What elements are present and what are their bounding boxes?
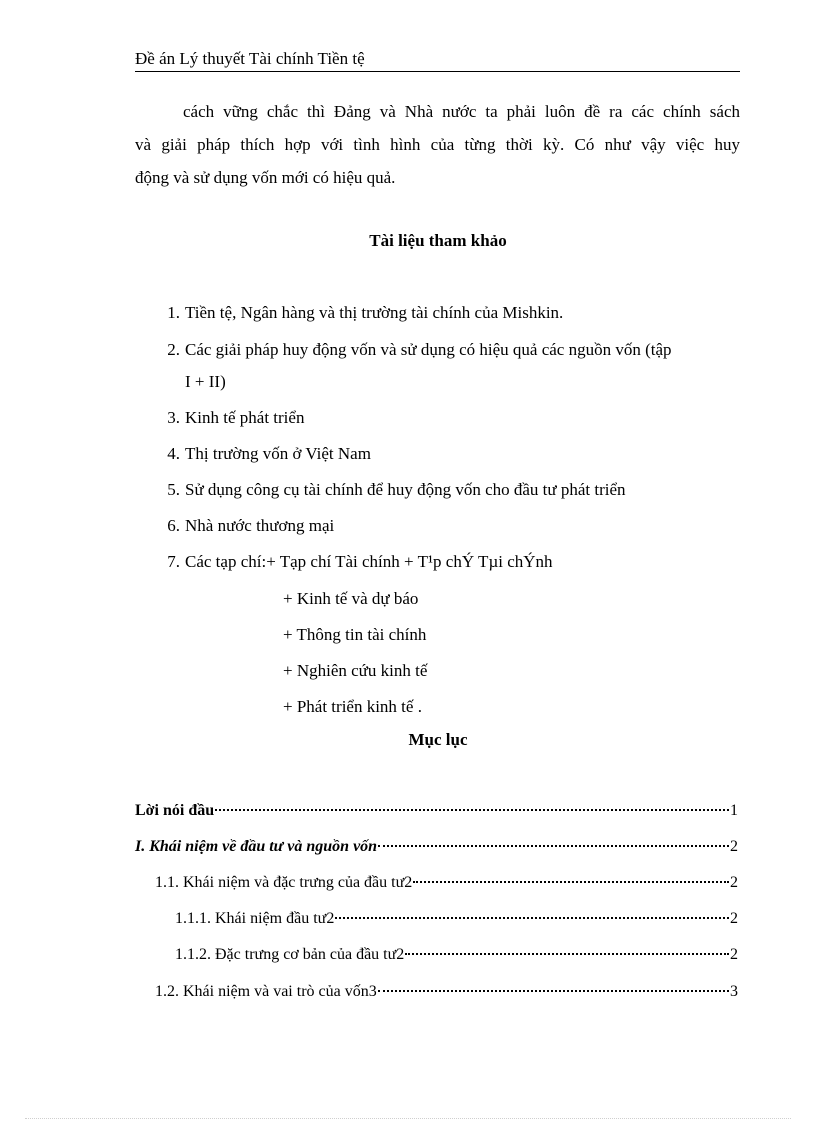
toc-entry[interactable] bbox=[155, 874, 738, 892]
reference-text: Tiền tệ, Ngân hàng và thị trường tài chính của Mishkin. bbox=[185, 303, 564, 322]
reference-text: Thị trường vốn ở Việt Nam bbox=[185, 444, 371, 463]
intro-paragraph bbox=[135, 95, 740, 194]
reference-number: 5. bbox=[167, 480, 180, 499]
reference-text: Sử dụng công cụ tài chính để huy động vốn cho đầu tư phát triển bbox=[185, 480, 626, 499]
reference-text: Kinh tế phát triển bbox=[185, 408, 305, 427]
toc-leader-dots bbox=[378, 845, 729, 847]
intro-line-3: động và sử dụng vốn mới có hiệu quả. bbox=[135, 168, 396, 187]
toc-page-number: 2 bbox=[730, 874, 738, 891]
journal-subitem: + Nghiên cứu kinh tế bbox=[283, 661, 428, 680]
toc-page-number: 2 bbox=[730, 910, 738, 927]
toc-entry[interactable] bbox=[175, 946, 738, 964]
toc-entry-label: 1.1.1. Khái niệm đầu tư2 bbox=[175, 910, 335, 927]
toc-entry-label: Lời nói đầu bbox=[135, 802, 215, 819]
reference-number: 2. bbox=[167, 340, 180, 359]
reference-number: 4. bbox=[167, 444, 180, 463]
toc-page-number: 3 bbox=[730, 983, 738, 1000]
header-title: Đề án Lý thuyết Tài chính Tiền tệ bbox=[135, 49, 365, 68]
journal-subitem: + Phát triển kinh tế . bbox=[283, 697, 422, 716]
journal-subitem: + Thông tin tài chính bbox=[283, 625, 427, 644]
toc-entry[interactable] bbox=[135, 802, 738, 820]
toc-entry[interactable] bbox=[175, 910, 738, 928]
toc-page-number: 2 bbox=[730, 946, 738, 963]
reference-text-continued: I + II) bbox=[185, 372, 226, 391]
intro-line-2: và giải pháp thích hợp với tình hình của từng thời kỳ. Có như vậy việc huy bbox=[135, 135, 740, 154]
intro-line-1: cách vững chắc thì Đảng và Nhà nước ta phải luôn đề ra các chính sách bbox=[183, 102, 740, 121]
toc-page-number: 1 bbox=[730, 802, 738, 819]
toc-entry-label: 1.1.2. Đặc trưng cơ bản của đầu tư2 bbox=[175, 946, 405, 963]
toc-leader-dots bbox=[215, 809, 729, 811]
toc-leader-dots bbox=[335, 917, 729, 919]
reference-text: Các tạp chí:+ Tạp chí Tài chính + T¹p chÝ Tµi chÝnh bbox=[185, 552, 553, 571]
toc-entry-label: 1.2. Khái niệm và vai trò của vốn3 bbox=[155, 983, 377, 1000]
reference-number: 1. bbox=[167, 303, 180, 322]
toc-leader-dots bbox=[405, 953, 729, 955]
reference-text: Nhà nước thương mại bbox=[185, 516, 335, 535]
toc-leader-dots bbox=[378, 990, 729, 992]
reference-number: 6. bbox=[167, 516, 180, 535]
toc-entry-label: 1.1. Khái niệm và đặc trưng của đầu tư2 bbox=[155, 874, 413, 891]
reference-number: 7. bbox=[167, 552, 180, 571]
toc-heading: Mục lục bbox=[408, 730, 468, 749]
reference-text: Các giải pháp huy động vốn và sử dụng có hiệu quả các nguồn vốn (tập bbox=[185, 340, 672, 359]
toc-entry[interactable] bbox=[135, 838, 738, 856]
journal-subitem: + Kinh tế và dự báo bbox=[283, 589, 419, 608]
reference-number: 3. bbox=[167, 408, 180, 427]
toc-page-number: 2 bbox=[730, 838, 738, 855]
toc-leader-dots bbox=[413, 881, 729, 883]
document-header bbox=[135, 49, 740, 72]
toc-entry[interactable] bbox=[155, 983, 738, 1001]
page-bottom-divider bbox=[25, 1118, 791, 1119]
references-heading: Tài liệu tham khảo bbox=[369, 231, 507, 250]
toc-entry-label: I. Khái niệm về đầu tư và nguồn vốn bbox=[135, 838, 378, 855]
